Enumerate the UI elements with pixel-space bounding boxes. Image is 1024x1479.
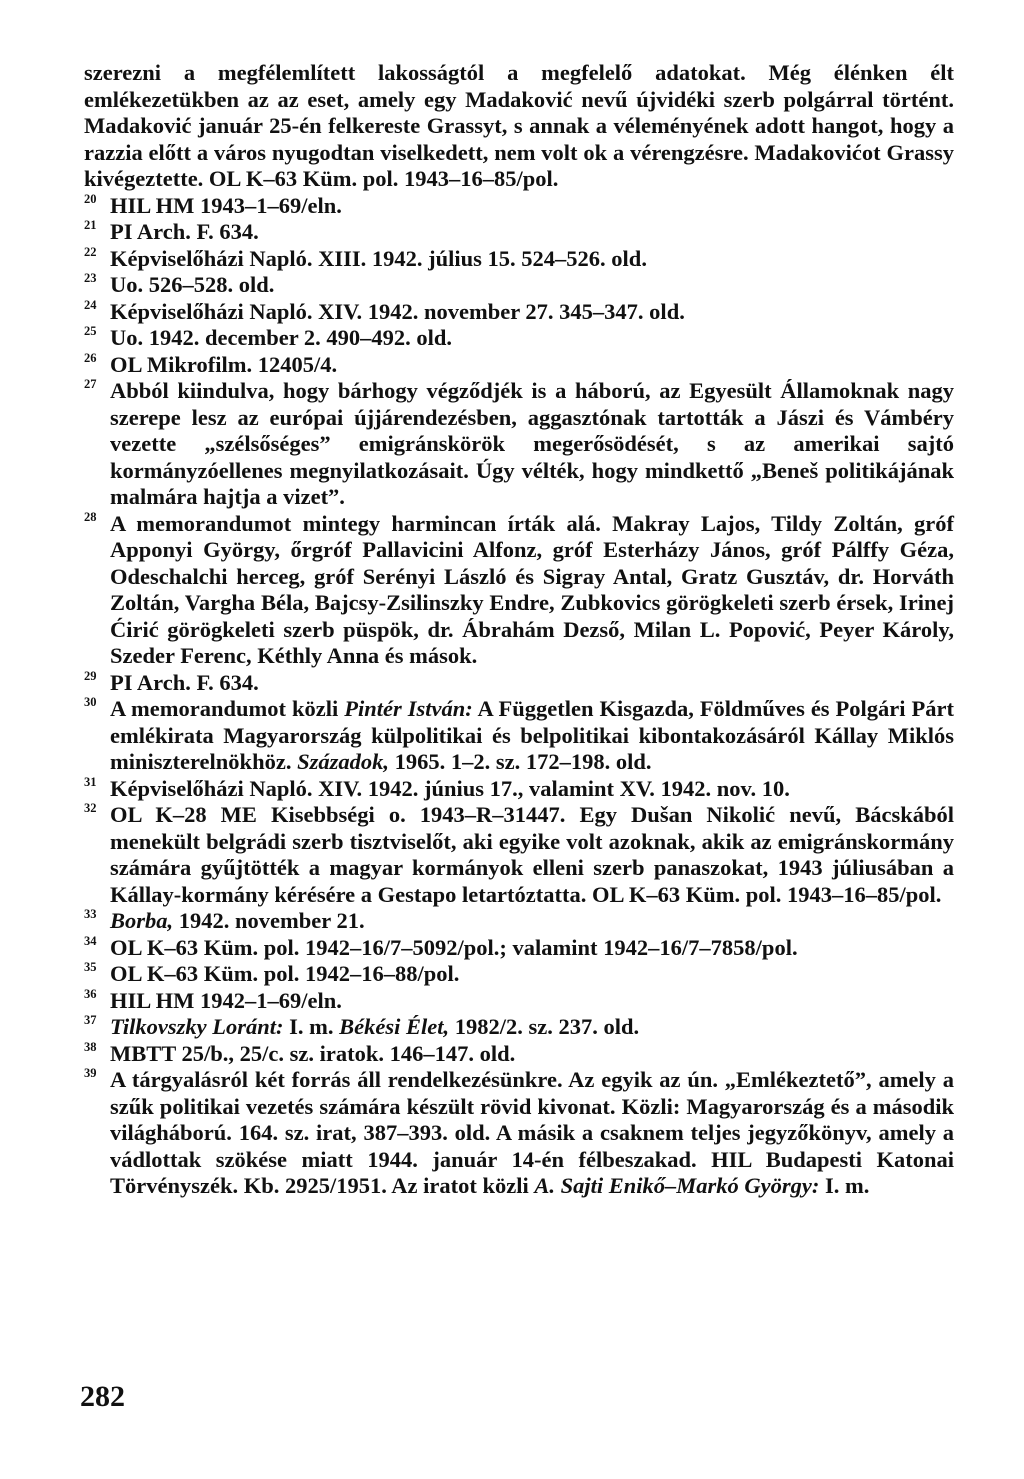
footnote-body: Képviselőházi Napló. XIV. 1942. június 17., valamint XV. 1942. nov. 10. bbox=[110, 775, 790, 801]
footnote-number: 26 bbox=[84, 350, 97, 365]
footnote-body: OL K–63 Küm. pol. 1942–16/7–5092/pol.; valamint 1942–16/7–7858/pol. bbox=[110, 934, 798, 960]
footnote-number: 25 bbox=[84, 324, 97, 338]
intro-paragraph: szerezni a megfélemlített lakosságtól a megfelelő adatokat. Még élénken élt emlékezetükben az az eset, amely egy Madaković nevű újvidéki szerb polgárral történt. Madaković január 25-én felkereste Grassyt, s annak a véleményének adott hangot, hogy a razzia előtt a város nyugodtan viselkedett, nem volt ok a vérengzésre. Madakovićot Grassy kivégeztette. OL K–63 Küm. pol. 1943–16–85/pol. bbox=[84, 60, 954, 191]
footnote-text bbox=[110, 935, 798, 960]
footnote-body: OL K–28 ME Kisebbségi o. 1943–R–31447. Egy Dušan Nikolić nevű, Bácskából menekült belgrádi szerb tisztviselőt, aki egyike volt azoknak, akik az emigránskormány számára gyűjtötték a magyar kormányok elleni szerb panaszokat, 1943 júliusában a Kállay-kormány kérésére a Gestapo letartóztatta. OL K–63 Küm. pol. 1943–16–85/pol. bbox=[110, 802, 954, 907]
cited-author: Tilkovszky Loránt: bbox=[110, 1014, 284, 1039]
footnote-body: OL K–63 Küm. pol. 1942–16–88/pol. bbox=[110, 961, 460, 986]
page-number: 282 bbox=[80, 1380, 125, 1413]
footnote-mid-text: A Független Kisgazda, Földműves és Polgári Párt emlékirata Magyarország külpolitikai és belpolitikai kibontakozásáról Kállay Miklós miniszterelnökhöz. bbox=[110, 696, 954, 774]
footnotes-page bbox=[84, 60, 954, 1200]
cited-author: A. Sajti Enikő–Markó György: bbox=[534, 1173, 820, 1198]
footnote-text bbox=[110, 1014, 639, 1039]
footnote-number: 37 bbox=[84, 1013, 97, 1027]
footnote-body: PI Arch. F. 634. bbox=[110, 219, 259, 244]
footnote-30 bbox=[84, 696, 954, 776]
footnote-lead-text: A tárgyalásról két forrás áll rendelkezésünkre. Az egyik az ún. „Emlékeztető”, amely a szűk politikai vezetés számára készült rövid kivonat. Közli: Magyarország és a második világháború. 164. sz. irat, 387–393. old. A másik a csaknem teljes jegyzőkönyv, amely a vádlottak szökése miatt 1944. január 14-én félbeszakad. HIL Budapesti Katonai Törvényszék. Kb. 2925/1951. Az iratot közli bbox=[110, 1067, 954, 1198]
footnote-text bbox=[110, 193, 342, 218]
footnote-number: 22 bbox=[84, 244, 97, 259]
footnote-number: 30 bbox=[84, 695, 97, 709]
footnote-number: 38 bbox=[84, 1039, 97, 1054]
footnote-29 bbox=[84, 670, 954, 697]
footnote-number: 20 bbox=[84, 191, 97, 206]
footnote-text bbox=[110, 696, 954, 774]
footnote-24 bbox=[84, 299, 954, 326]
footnote-32 bbox=[84, 802, 954, 908]
footnote-lead-text: A memorandumot közli bbox=[110, 696, 345, 721]
footnote-22 bbox=[84, 246, 954, 273]
footnote-tail-text: 1942. november 21. bbox=[173, 908, 365, 933]
footnote-text bbox=[110, 1067, 954, 1198]
footnote-28 bbox=[84, 511, 954, 670]
footnote-body: Abból kiindulva, hogy bárhogy végződjék is a háború, az Egyesült Államoknak nagy szerepe lesz az európai újjárendezésben, aggasztónak tartották a Jászi és Vámbéry vezette „szélsőséges” emigránskörök megerősödését, s az amerikai sajtó kormányzóellenes megnyilatkozásait. Úgy vélték, hogy mindkettő „Beneš politikájának malmára hajtja a vizet”. bbox=[110, 378, 954, 509]
footnote-36 bbox=[84, 988, 954, 1015]
footnote-body: A memorandumot mintegy harmincan írták alá. Makray Lajos, Tildy Zoltán, gróf Apponyi György, őrgróf Pallavicini Alfonz, gróf Esterházy János, gróf Pálffy Géza, Odeschalchi herceg, gróf Serényi László és Sigray Antal, Gratz Gusztáv, dr. Horváth Zoltán, Vargha Béla, Bajcsy-Zsilinszky Endre, Zubkovics görögkeleti szerb érsek, Irinej Ćirić görögkeleti szerb püspök, dr. Ábrahám Dezső, Milan L. Popović, Peyer Károly, Szeder Ferenc, Kéthly Anna és mások. bbox=[110, 510, 954, 668]
footnote-text bbox=[110, 908, 365, 933]
cited-journal: Békési Élet, bbox=[339, 1014, 450, 1039]
footnote-text bbox=[110, 511, 954, 669]
footnote-text bbox=[110, 776, 790, 801]
footnote-number: 39 bbox=[84, 1066, 97, 1080]
footnote-text bbox=[110, 272, 274, 297]
footnote-number: 32 bbox=[84, 801, 97, 815]
footnote-tail-text: 1965. 1–2. sz. 172–198. old. bbox=[388, 749, 652, 774]
footnote-text bbox=[110, 1041, 515, 1066]
footnote-number: 28 bbox=[84, 509, 97, 524]
footnote-number: 23 bbox=[84, 271, 97, 285]
footnote-body: Képviselőházi Napló. XIII. 1942. július 15. 524–526. old. bbox=[110, 245, 647, 271]
footnote-23 bbox=[84, 272, 954, 299]
footnote-21 bbox=[84, 219, 954, 246]
footnote-number: 27 bbox=[84, 377, 97, 391]
cited-journal: Századok, bbox=[297, 749, 389, 774]
footnote-number: 24 bbox=[84, 297, 97, 312]
footnote-33 bbox=[84, 908, 954, 935]
footnote-body: Uo. 1942. december 2. 490–492. old. bbox=[110, 325, 453, 350]
footnote-body: MBTT 25/b., 25/c. sz. iratok. 146–147. old. bbox=[110, 1040, 516, 1066]
footnote-number: 29 bbox=[84, 668, 97, 683]
footnote-text bbox=[110, 299, 685, 324]
footnote-27 bbox=[84, 378, 954, 511]
footnote-number: 34 bbox=[84, 933, 97, 948]
footnote-34 bbox=[84, 935, 954, 962]
cited-journal: Borba, bbox=[110, 908, 174, 933]
footnote-37 bbox=[84, 1014, 954, 1041]
footnote-tail-text: I. m. bbox=[819, 1173, 870, 1198]
footnote-body: Képviselőházi Napló. XIV. 1942. november 27. 345–347. old. bbox=[110, 298, 685, 324]
footnote-text bbox=[110, 802, 954, 907]
footnote-31 bbox=[84, 776, 954, 803]
footnote-list bbox=[84, 193, 954, 1200]
footnote-text bbox=[110, 378, 954, 509]
footnote-body: PI Arch. F. 634. bbox=[110, 669, 259, 695]
footnote-number: 21 bbox=[84, 218, 97, 232]
footnote-number: 36 bbox=[84, 986, 97, 1001]
footnote-tail-text: 1982/2. sz. 237. old. bbox=[449, 1014, 640, 1039]
footnote-text bbox=[110, 352, 337, 377]
footnote-text bbox=[110, 988, 342, 1013]
footnote-38 bbox=[84, 1041, 954, 1068]
footnote-body: HIL HM 1942–1–69/eln. bbox=[110, 987, 342, 1013]
footnote-body: HIL HM 1943–1–69/eln. bbox=[110, 192, 342, 218]
footnote-20 bbox=[84, 193, 954, 220]
footnote-39 bbox=[84, 1067, 954, 1200]
footnote-text bbox=[110, 961, 459, 986]
footnote-text bbox=[110, 670, 259, 695]
footnote-body: Uo. 526–528. old. bbox=[110, 272, 275, 297]
footnote-26 bbox=[84, 352, 954, 379]
cited-author: Pintér István: bbox=[344, 696, 473, 721]
footnote-text bbox=[110, 219, 259, 244]
footnote-25 bbox=[84, 325, 954, 352]
footnote-number: 35 bbox=[84, 960, 97, 974]
footnote-body: OL Mikrofilm. 12405/4. bbox=[110, 351, 338, 377]
footnote-text bbox=[110, 325, 452, 350]
footnote-number: 31 bbox=[84, 774, 97, 789]
footnote-number: 33 bbox=[84, 907, 97, 921]
footnote-text bbox=[110, 246, 647, 271]
footnote-35 bbox=[84, 961, 954, 988]
footnote-mid-text: I. m. bbox=[283, 1014, 340, 1039]
